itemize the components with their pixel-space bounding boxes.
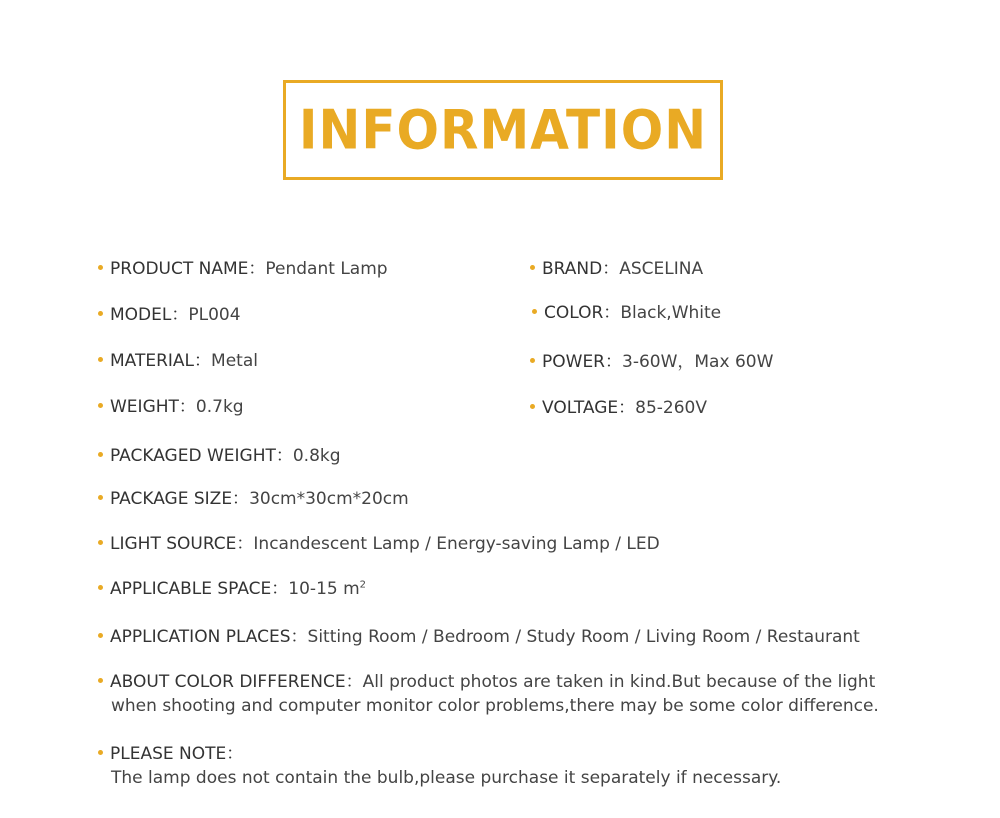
spec-value: 85-260V [635,398,707,418]
bullet-icon [98,633,103,638]
bullet-icon [98,495,103,500]
spec-color-difference-line2: when shooting and computer monitor color problems,there may be some color difference. [111,696,879,716]
spec-label: POWER： [542,352,622,372]
spec-value: Metal [211,351,258,371]
spec-label: ABOUT COLOR DIFFERENCE： [110,672,363,692]
spec-value: Black,White [620,303,722,323]
spec-package-size [98,487,409,511]
spec-brand [530,257,703,281]
spec-label: LIGHT SOURCE： [110,534,254,554]
bullet-icon [532,309,537,314]
superscript-two: 2 [359,579,367,591]
spec-value: PL004 [188,305,241,325]
spec-value: 0.7kg [195,397,244,417]
spec-value: Sitting Room / Bedroom / Study Room / Living Room / Restaurant [307,627,860,647]
bullet-icon [98,585,103,590]
spec-label: VOLTAGE： [542,398,636,418]
spec-value: 0.8kg [292,446,341,466]
spec-label: COLOR： [544,303,621,323]
spec-model [98,303,241,327]
spec-voltage [530,396,707,420]
spec-color-difference [98,670,875,694]
bullet-icon [530,404,535,409]
bullet-icon [98,452,103,457]
bullet-icon [98,540,103,545]
bullet-icon [98,750,103,755]
bullet-icon [98,311,103,316]
spec-please-note-text: The lamp does not contain the bulb,please purchase it separately if necessary. [111,768,782,788]
spec-color [532,301,721,325]
bullet-icon [98,357,103,362]
spec-label: PLEASE NOTE： [110,744,244,764]
bullet-icon [98,403,103,408]
bullet-icon [530,265,535,270]
spec-label: WEIGHT： [110,397,196,417]
spec-applicable-space [98,577,366,601]
spec-value: Incandescent Lamp / Energy-saving Lamp / LED [253,534,660,554]
spec-label: MODEL： [110,305,189,325]
spec-value: 30cm*30cm*20cm [249,489,409,509]
spec-label: PACKAGE SIZE： [110,489,250,509]
bullet-icon [98,265,103,270]
spec-packaged-weight [98,444,341,468]
spec-weight [98,395,244,419]
spec-value: All product photos are taken in kind.But because of the light [362,672,876,692]
spec-value: ASCELINA [619,259,704,279]
spec-application-places [98,625,860,649]
spec-label: PACKAGED WEIGHT： [110,446,293,466]
spec-value: 3-60W，Max 60W [622,352,774,372]
bullet-icon [98,678,103,683]
spec-label: APPLICATION PLACES： [110,627,308,647]
spec-label: MATERIAL： [110,351,212,371]
spec-value: 10-15 m [288,579,360,599]
title-box [283,80,723,180]
spec-power [530,350,773,374]
spec-label: PRODUCT NAME： [110,259,266,279]
page-title: INFORMATION [298,98,708,162]
bullet-icon [530,358,535,363]
spec-value: Pendant Lamp [265,259,388,279]
spec-product-name [98,257,388,281]
spec-label: APPLICABLE SPACE： [110,579,289,599]
spec-please-note [98,742,243,766]
spec-material [98,349,258,373]
spec-light-source [98,532,660,556]
spec-label: BRAND： [542,259,620,279]
